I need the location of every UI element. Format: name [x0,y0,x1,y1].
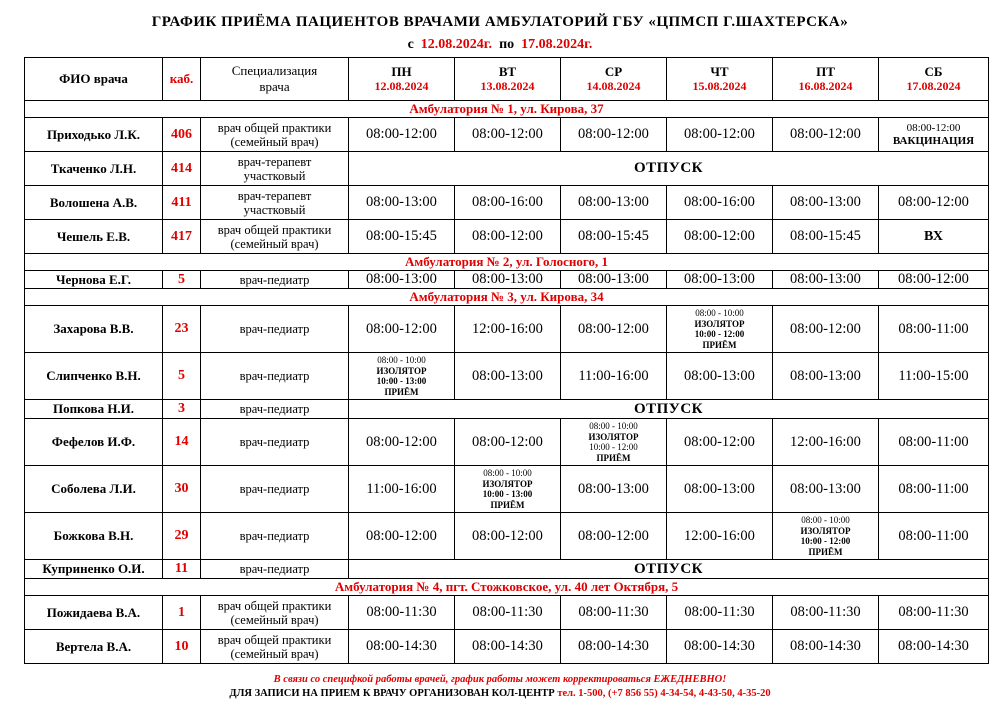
section-title-amb2: Амбулатория № 2, ул. Голосного, 1 [25,254,989,271]
hours-cell: 08:00-12:00 [667,419,773,466]
period-from: 12.08.2024г. [420,37,493,52]
isolator-cell [561,419,667,466]
doctor-name: Слипченко В.Н. [25,353,163,400]
table-row [25,118,989,152]
spec-line: (семейный врач) [230,134,319,149]
hours-cell: 08:00-11:30 [561,596,667,630]
spec-line: (семейный врач) [230,236,319,251]
section-row [25,254,989,271]
doctor-name: Фефелов И.Ф. [25,419,163,466]
hours-cell: 08:00-12:00 [349,118,455,152]
cabinet-number: 411 [163,186,201,220]
reception-time: 10:00 - 13:00 [376,376,427,386]
table-row [25,630,989,664]
header-day-tue [455,58,561,101]
hours-cell: 08:00-12:00 [455,118,561,152]
day-label: ПТ [816,64,835,79]
hours-cell: 08:00-12:00 [349,513,455,560]
doctor-name: Соболева Л.И. [25,466,163,513]
header-day-sat [879,58,989,101]
specialization [201,118,349,152]
spec-line: врач общей практики [217,632,332,647]
doctor-name: Куприненко О.И. [25,560,163,579]
cabinet-number: 3 [163,400,201,419]
vaccination-label: ВАКЦИНАЦИЯ [892,134,975,147]
hours-cell: 08:00-12:00 [455,513,561,560]
hours-cell: 08:00-12:00 [349,306,455,353]
doctor-name: Божкова В.Н. [25,513,163,560]
reception-time: 10:00 - 13:00 [482,489,533,499]
hours-cell: 08:00-13:00 [561,271,667,289]
cabinet-number: 30 [163,466,201,513]
day-label: СБ [924,64,943,79]
day-date: 13.08.2024 [480,79,535,93]
table-row [25,152,989,186]
vacation-label: ОТПУСК [349,560,989,579]
reception-time: 10:00 - 12:00 [800,536,851,546]
isolator-label: ИЗОЛЯТОР [800,525,851,536]
hours-cell: 08:00-11:00 [879,419,989,466]
hours-cell: 08:00-13:00 [561,466,667,513]
spec-line: участковый [243,168,306,183]
section-title-amb4: Амбулатория № 4, пгт. Стожковское, ул. 40 лет Октября, 5 [25,579,989,596]
reception-label: ПРИЁМ [490,499,525,510]
header-spec-line1: Специализация [231,63,318,78]
section-row [25,289,989,306]
doctor-name: Вертела В.А. [25,630,163,664]
hours-cell: 08:00-11:00 [879,306,989,353]
isolator-label: ИЗОЛЯТОР [694,318,745,329]
hours-cell: 08:00-13:00 [773,466,879,513]
day-date: 15.08.2024 [692,79,747,93]
header-day-mon [349,58,455,101]
hours-cell: 08:00-16:00 [455,186,561,220]
hours-cell: 11:00-15:00 [879,353,989,400]
doctor-name: Чернова Е.Г. [25,271,163,289]
hours-cell: 08:00-13:00 [349,271,455,289]
isolator-label: ИЗОЛЯТОР [376,365,427,376]
schedule-table [24,57,989,664]
header-day-wed [561,58,667,101]
doctor-name: Попкова Н.И. [25,400,163,419]
hours-cell: 12:00-16:00 [455,306,561,353]
hours-cell: 08:00-12:00 [879,271,989,289]
spec-line: врач общей практики [217,222,332,237]
hours-cell: 08:00-16:00 [667,186,773,220]
hours-cell: 11:00-16:00 [349,466,455,513]
cabinet-number: 414 [163,152,201,186]
isolator-time: 08:00 - 10:00 [695,308,744,318]
cabinet-number: 14 [163,419,201,466]
isolator-label: ИЗОЛЯТОР [588,431,639,442]
spec-line: врач общей практики [217,120,332,135]
table-row [25,186,989,220]
hours-cell: 08:00-13:00 [455,271,561,289]
section-title-amb1: Амбулатория № 1, ул. Кирова, 37 [25,101,989,118]
call-center-phones: тел. 1-500, (+7 856 55) 4-34-54, 4-43-50, 4-35-20 [557,688,771,699]
table-row [25,513,989,560]
hours-cell: 08:00-12:00 [561,306,667,353]
specialization [201,630,349,664]
reception-time: 10:00 - 12:00 [694,329,745,339]
table-row [25,220,989,254]
table-row [25,400,989,419]
cabinet-number: 5 [163,353,201,400]
isolator-time: 08:00 - 10:00 [377,355,426,365]
cabinet-number: 1 [163,596,201,630]
vacation-label: ОТПУСК [349,152,989,186]
spec-line: (семейный врач) [230,646,319,661]
specialization: врач-педиатр [201,400,349,419]
hours-cell: 08:00-15:45 [349,220,455,254]
call-center-text: ДЛЯ ЗАПИСИ НА ПРИЕМ К ВРАЧУ ОРГАНИЗОВАН КОЛ-ЦЕНТР [229,688,555,699]
spec-line: (семейный врач) [230,612,319,627]
hours-cell: 08:00-11:00 [879,466,989,513]
hours-cell: 08:00-15:45 [561,220,667,254]
isolator-cell [455,466,561,513]
day-off-label: ВХ [879,220,989,254]
isolator-time: 08:00 - 10:00 [483,468,532,478]
hours-cell: 08:00-12:00 [349,419,455,466]
hours-cell: 08:00-13:00 [667,271,773,289]
hours-cell: 08:00-14:30 [879,630,989,664]
hours-cell: 08:00-14:30 [667,630,773,664]
cabinet-number: 5 [163,271,201,289]
header-day-fri [773,58,879,101]
section-title-amb3: Амбулатория № 3, ул. Кирова, 34 [25,289,989,306]
reception-label: ПРИЁМ [808,546,843,557]
hours-cell: 12:00-16:00 [667,513,773,560]
day-label: СР [604,64,623,79]
specialization: врач-педиатр [201,353,349,400]
specialization [201,596,349,630]
cabinet-number: 406 [163,118,201,152]
reception-label: ПРИЁМ [702,339,737,350]
doctor-name: Пожидаева В.А. [25,596,163,630]
day-date: 14.08.2024 [586,79,641,93]
isolator-label: ИЗОЛЯТОР [482,478,533,489]
specialization: врач-педиатр [201,271,349,289]
cabinet-number: 10 [163,630,201,664]
isolator-cell [667,306,773,353]
hours-cell: 08:00-12:00 [773,118,879,152]
specialization: врач-педиатр [201,466,349,513]
hours-cell: 08:00-11:00 [879,513,989,560]
cabinet-number: 23 [163,306,201,353]
specialization: врач-педиатр [201,306,349,353]
page-title: ГРАФИК ПРИЁМА ПАЦИЕНТОВ ВРАЧАМИ АМБУЛАТОРИЙ ГБУ «ЦПМСП Г.ШАХТЕРСКА» [151,14,849,30]
table-row [25,596,989,630]
table-row [25,466,989,513]
hours-cell: 08:00-13:00 [455,353,561,400]
reception-label: ПРИЁМ [596,452,631,463]
hours-cell: 08:00-12:00 [667,220,773,254]
day-date: 16.08.2024 [798,79,853,93]
spec-line: врач-терапевт [237,154,312,169]
hours-cell: 08:00-14:30 [349,630,455,664]
section-row [25,101,989,118]
specialization [201,152,349,186]
hours-cell: 11:00-16:00 [561,353,667,400]
hours-cell: 12:00-16:00 [773,419,879,466]
cabinet-number: 29 [163,513,201,560]
isolator-cell [773,513,879,560]
spec-line: участковый [243,202,306,217]
header-name: ФИО врача [25,58,163,101]
hours-cell: 08:00-13:00 [773,186,879,220]
hours-cell: 08:00-12:00 [561,513,667,560]
cabinet-number: 417 [163,220,201,254]
table-row [25,306,989,353]
doctor-name: Чешель Е.В. [25,220,163,254]
day-label: ПН [391,64,412,79]
header-row [25,58,989,101]
hours-cell: 08:00-15:45 [773,220,879,254]
specialization [201,186,349,220]
specialization: врач-педиатр [201,419,349,466]
hours-cell: 08:00-11:30 [879,596,989,630]
hours-cell: 08:00-11:30 [349,596,455,630]
table-row [25,419,989,466]
isolator-time: 08:00 - 10:00 [589,421,638,431]
day-label: ВТ [498,64,517,79]
header-spec-line2: врача [259,79,290,94]
hours-cell: 08:00-13:00 [773,271,879,289]
hours-cell: 08:00-13:00 [773,353,879,400]
period-to: 17.08.2024г. [521,37,593,52]
hours-cell: 08:00-13:00 [349,186,455,220]
hours-cell: 08:00-12:00 [667,118,773,152]
period-to-label: по [499,37,515,52]
day-date: 12.08.2024 [374,79,429,93]
specialization [201,220,349,254]
doctor-name: Приходько Л.К. [25,118,163,152]
section-row [25,579,989,596]
schedule-period [0,37,1000,53]
specialization: врач-педиатр [201,513,349,560]
footer-call-center [0,688,1000,699]
header-day-thu [667,58,773,101]
table-row [25,271,989,289]
spec-line: врач-терапевт [237,188,312,203]
hours-cell: 08:00-13:00 [667,466,773,513]
hours-cell: 08:00-14:30 [773,630,879,664]
hours-cell: 08:00-12:00 [455,419,561,466]
doctor-name: Захарова В.В. [25,306,163,353]
table-row [25,353,989,400]
reception-label: ПРИЁМ [384,386,419,397]
specialization: врач-педиатр [201,560,349,579]
hours-cell: 08:00-12:00 [561,118,667,152]
hours-cell: 08:00-11:30 [667,596,773,630]
hours-cell: 08:00-14:30 [455,630,561,664]
cabinet-number: 11 [163,560,201,579]
hours-cell: 08:00-12:00 [773,306,879,353]
spec-line: врач общей практики [217,598,332,613]
hours-cell: 08:00-11:30 [455,596,561,630]
period-from-label: с [407,37,414,52]
vacation-label: ОТПУСК [349,400,989,419]
hours-cell-vaccination [879,118,989,152]
hours-cell: 08:00-14:30 [561,630,667,664]
hours-cell: 08:00-13:00 [561,186,667,220]
hours-cell: 08:00-12:00 [455,220,561,254]
header-spec [201,58,349,101]
header-cab: каб. [163,58,201,101]
table-row [25,560,989,579]
doctor-name: Ткаченко Л.Н. [25,152,163,186]
isolator-cell [349,353,455,400]
hours-text: 08:00-12:00 [906,121,961,134]
hours-cell: 08:00-11:30 [773,596,879,630]
footer-note: В связи со специфкой работы врачей, график работы может корректироваться ЕЖЕДНЕВНО! [273,674,727,685]
isolator-time: 08:00 - 10:00 [801,515,850,525]
day-date: 17.08.2024 [906,79,961,93]
reception-time: 10:00 - 12:00 [589,442,638,452]
day-label: ЧТ [710,64,729,79]
hours-cell: 08:00-12:00 [879,186,989,220]
doctor-name: Волошена А.В. [25,186,163,220]
hours-cell: 08:00-13:00 [667,353,773,400]
